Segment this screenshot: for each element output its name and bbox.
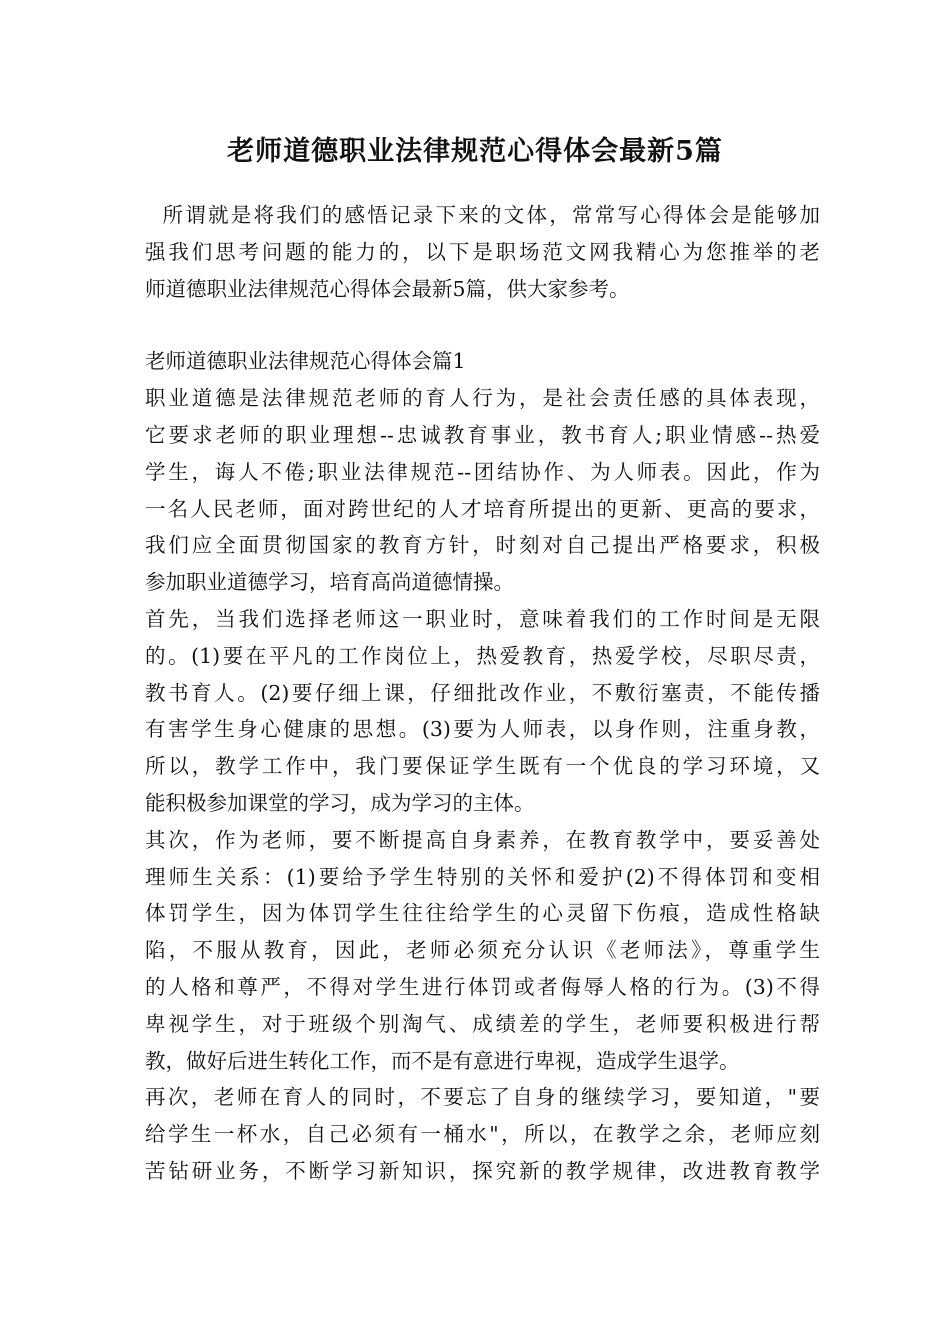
paragraph — [145, 380, 820, 601]
text-line: 其次，作为老师，要不断提高自身素养，在教育教学中，要妥善处 — [145, 827, 820, 852]
text-line: 卑视学生，对于班级个别淘气、成绩差的学生，老师要积极进行帮 — [145, 1011, 820, 1036]
text-line: 首先，当我们选择老师这一职业时，意味着我们的工作时间是无限 — [145, 606, 820, 631]
text-line: 的。(1)要在平凡的工作岗位上，热爱教育，热爱学校，尽职尽责， — [145, 643, 820, 668]
text-line: 的人格和尊严，不得对学生进行体罚或者侮辱人格的行为。(3)不得 — [145, 974, 820, 999]
text-line: 能积极参加课堂的学习，成为学习的主体。 — [145, 790, 535, 815]
text-line: 学生，诲人不倦;职业法律规范--团结协作、为人师表。因此，作为 — [145, 459, 820, 484]
text-line: 有害学生身心健康的思想。(3)要为人师表，以身作则，注重身教， — [145, 717, 820, 742]
text-line: 教，做好后进生转化工作，而不是有意进行卑视，造成学生退学。 — [145, 1048, 740, 1073]
text-line: 我们应全面贯彻国家的教育方针，时刻对自己提出严格要求，积极 — [145, 533, 820, 558]
text-line: 一名人民老师，面对跨世纪的人才培育所提出的更新、更高的要求， — [145, 496, 820, 521]
intro-paragraph — [145, 197, 820, 307]
text-line: 参加职业道德学习，培育高尚道德情操。 — [145, 570, 514, 595]
text-line: 师道德职业法律规范心得体会最新5篇，供大家参考。 — [145, 276, 630, 301]
paragraph-spacer — [145, 307, 820, 343]
text-line: 所以，教学工作中，我门要保证学生既有一个优良的学习环境，又 — [145, 754, 820, 779]
text-line: 再次，老师在育人的同时，不要忘了自身的继续学习，要知道，"要 — [145, 1085, 820, 1110]
text-line: 所谓就是将我们的感悟记录下来的文体，常常写心得体会是能够加 — [145, 203, 820, 227]
text-line: 陷，不服从教育，因此，老师必须充分认识《老师法》，尊重学生 — [145, 938, 820, 963]
text-line: 理师生关系：(1)要给予学生特别的关怀和爱护(2)不得体罚和变相 — [145, 864, 820, 889]
text-line: 苦钻研业务，不断学习新知识，探究新的教学规律，改进教育教学 — [145, 1158, 820, 1183]
text-line: 教书育人。(2)要仔细上课，仔细批改作业，不敷衍塞责，不能传播 — [145, 680, 820, 705]
text-line: 给学生一杯水，自己必须有一桶水"，所以，在教学之余，老师应刻 — [145, 1122, 820, 1147]
paragraph — [145, 1079, 820, 1189]
text-line: 它要求老师的职业理想--忠诚教育事业，教书育人;职业情感--热爱 — [145, 422, 820, 447]
paragraph — [145, 601, 820, 822]
paragraph — [145, 822, 820, 1080]
text-line: 体罚学生，因为体罚学生往往给学生的心灵留下伤痕，造成性格缺 — [145, 901, 820, 926]
document-title: 老师道德职业法律规范心得体会最新5篇 — [227, 136, 723, 167]
document-body — [145, 197, 820, 1190]
section-heading: 老师道德职业法律规范心得体会篇1 — [145, 349, 466, 374]
text-line: 职业道德是法律规范老师的育人行为，是社会责任感的具体表现， — [145, 386, 820, 411]
text-line: 强我们思考问题的能力的，以下是职场范文网我精心为您推举的老 — [145, 239, 820, 264]
